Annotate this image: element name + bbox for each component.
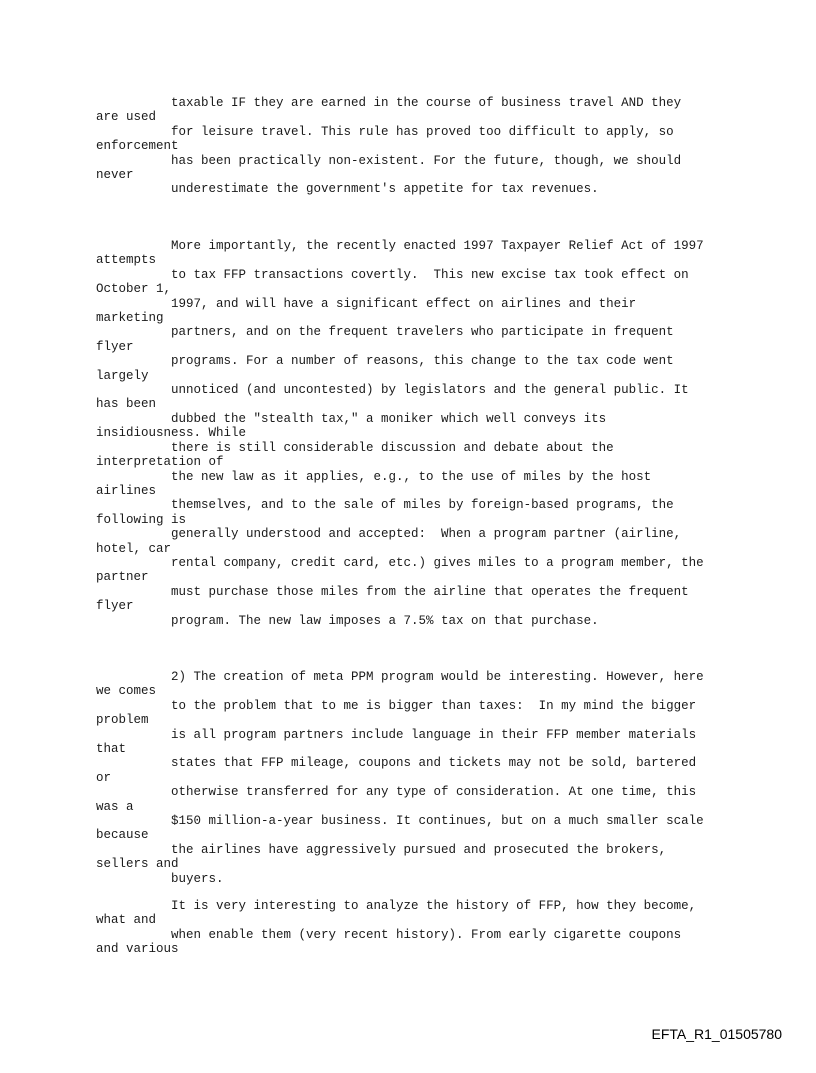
document-id-footer: EFTA_R1_01505780 bbox=[651, 1026, 782, 1042]
paragraph-meta-ppm-program: 2) The creation of meta PPM program would be interesting. However, here we comes to the problem that to me is bigger than taxes: In my mind the bigger problem is all program partners include language in their FFP member materials that states that FFP mileage, coupons and tickets may not be sold, bartered or otherwise transferred for any type of consideration. At one time, this was a $150 million-a-year business. It continues, but on a much smaller scale because the airlines have aggressively pursued and prosecuted the brokers, sellers and buyers. bbox=[96, 670, 704, 886]
paragraph-taxpayer-relief-act: More importantly, the recently enacted 1997 Taxpayer Relief Act of 1997 attempts to tax FFP transactions covertly. This new excise tax took effect on October 1, 1997, and will have a significant effect on airlines and their marketing partners, and on the frequent travelers who participate in frequent flyer programs. For a number of reasons, this change to the tax code went largely unnoticed (and uncontested) by legislators and the general public. It has been dubbed the "stealth tax," a moniker which well conveys its insidiousness. While there is still considerable discussion and debate about the interpretation of the new law as it applies, e.g., to the use of miles by the host airlines themselves, and to the sale of miles by foreign-based programs, the following is generally understood and accepted: When a program partner (airline, hotel, car rental company, credit card, etc.) gives miles to a program member, the partner must purchase those miles from the airline that operates the frequent flyer program. The new law imposes a 7.5% tax on that purchase. bbox=[96, 239, 704, 628]
paragraph-tax-rule: taxable IF they are earned in the course of business travel AND they are used for leisure travel. This rule has proved too difficult to apply, so enforcement has been practically non-existent. For the future, though, we should never underestimate the government's appetite for tax revenues. bbox=[96, 96, 682, 197]
paragraph-ffp-history: It is very interesting to analyze the history of FFP, how they become, what and when enable them (very recent history). From early cigarette coupons and various bbox=[96, 899, 697, 957]
